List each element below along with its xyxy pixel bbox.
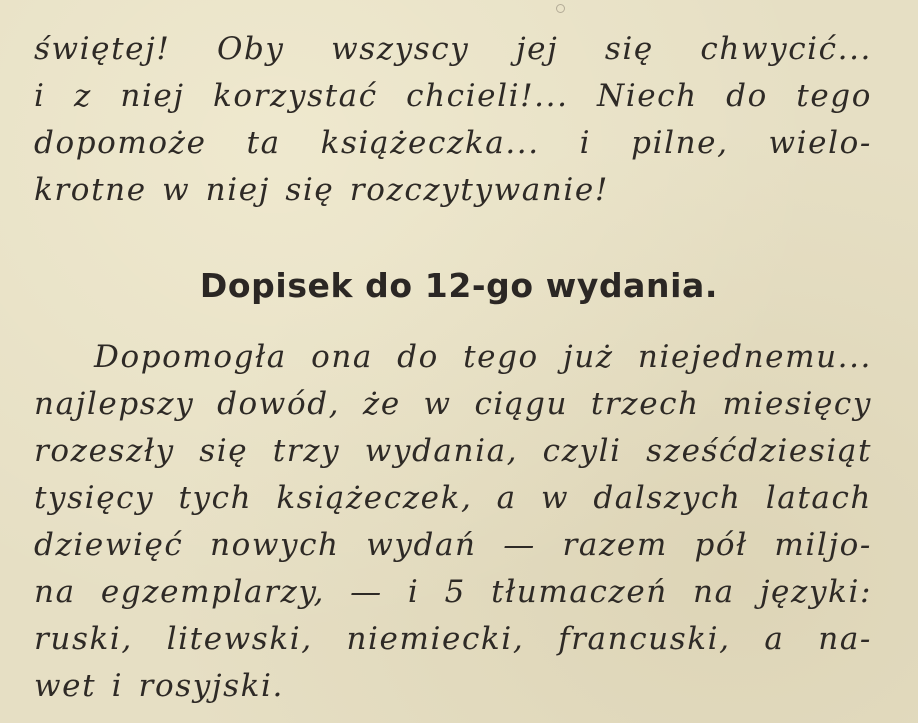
paragraph-addendum (34, 334, 872, 710)
text-line: i z niej korzystać chcieli!... Niech do tego (34, 78, 872, 114)
text-line: Dopomogła ona do tego już niejednemu... (94, 339, 872, 375)
text-line: tysięcy tych książeczek, a w dalszych latach (34, 480, 872, 516)
text-line: świętej! Oby wszyscy jej się chwycić... (34, 31, 872, 67)
text-line: rozeszły się trzy wydania, czyli sześćdziesiąt (34, 433, 872, 469)
text-line: na egzemplarzy, — i 5 tłumaczeń na języki: (34, 574, 872, 610)
section-heading: Dopisek do 12-go wydania. (199, 266, 719, 305)
text-line: najlepszy dowód, że w ciągu trzech miesięcy (34, 386, 872, 422)
text-line: dziewięć nowych wydań — razem pół miljo- (34, 527, 872, 563)
paragraph-continuation (34, 26, 872, 214)
text-line: wet i rosyjski. (34, 668, 284, 704)
text-line: krotne w niej się rozczytywanie! (34, 172, 609, 208)
paper-speck-mark (556, 4, 565, 13)
text-line: ruski, litewski, niemiecki, francuski, a na- (34, 621, 872, 657)
text-line: dopomoże ta książeczka... i pilne, wielo- (34, 125, 872, 161)
